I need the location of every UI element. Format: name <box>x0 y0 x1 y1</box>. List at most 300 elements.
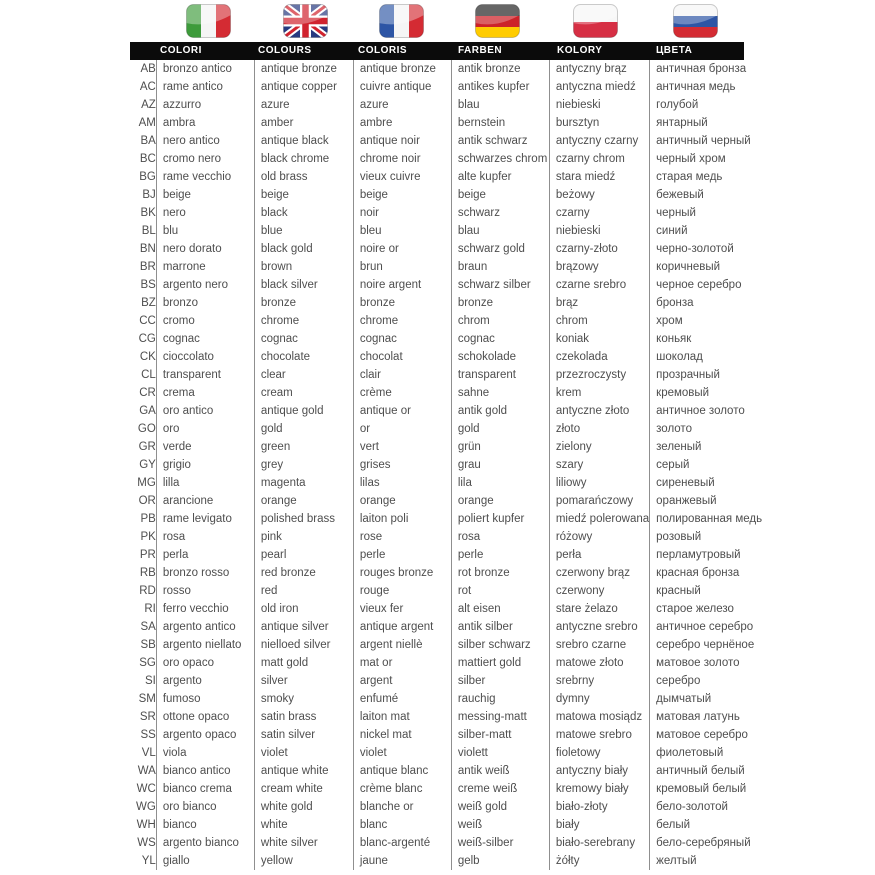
cell-kolory: stare żelazo <box>549 600 649 618</box>
color-table <box>130 60 768 870</box>
cell-farben: bernstein <box>451 114 549 132</box>
cell-farben: beige <box>451 186 549 204</box>
cell-coloris: chocolat <box>353 348 451 366</box>
cell-farben: messing-matt <box>451 708 549 726</box>
cell-colours: orange <box>254 492 353 510</box>
cell-colori: transparent <box>156 366 254 384</box>
cell-farben: gelb <box>451 852 549 870</box>
cell-colori: viola <box>156 744 254 762</box>
cell-colori: oro <box>156 420 254 438</box>
cell-cveta: янтарный <box>650 114 768 132</box>
cell-farben: rot <box>451 582 549 600</box>
cell-farben: antik silber <box>451 618 549 636</box>
cell-colori: cognac <box>156 330 254 348</box>
cell-farben: blau <box>451 222 549 240</box>
row-code: BA <box>140 135 156 147</box>
italy-flag-icon <box>186 4 231 38</box>
cell-coloris: cuivre antique <box>353 78 451 96</box>
cell-coloris: clair <box>353 366 451 384</box>
row-code: RD <box>139 585 156 597</box>
cell-farben: antik schwarz <box>451 132 549 150</box>
cell-coloris: lilas <box>353 474 451 492</box>
cell-kolory: koniak <box>549 330 649 348</box>
france-flag-icon <box>379 4 424 38</box>
cell-colours: black silver <box>254 276 353 294</box>
table-row <box>130 528 768 546</box>
cell-coloris: laiton mat <box>353 708 451 726</box>
row-code: MG <box>137 477 156 489</box>
cell-colours: pearl <box>254 546 353 564</box>
table-row <box>130 546 768 564</box>
cell-colours: red <box>254 582 353 600</box>
cell-coloris: orange <box>353 492 451 510</box>
cell-farben: schwarz silber <box>451 276 549 294</box>
cell-colours: brown <box>254 258 353 276</box>
table-row <box>130 834 768 852</box>
cell-colori: rame antico <box>156 78 254 96</box>
cell-colours: antique black <box>254 132 353 150</box>
cell-kolory: antyczne srebro <box>549 618 649 636</box>
row-code: PR <box>139 549 156 561</box>
cell-coloris: antique or <box>353 402 451 420</box>
cell-colori: crema <box>156 384 254 402</box>
row-code: SI <box>144 675 156 687</box>
cell-kolory: biało-złoty <box>549 798 649 816</box>
row-code: CL <box>141 369 156 381</box>
cell-cveta: серебро <box>650 672 768 690</box>
cell-kolory: czarny <box>549 204 649 222</box>
cell-colours: blue <box>254 222 353 240</box>
table-row <box>130 60 768 78</box>
row-code: AC <box>139 81 156 93</box>
cell-farben: antikes kupfer <box>451 78 549 96</box>
cell-cveta: античный черный <box>650 132 768 150</box>
cell-kolory: przezroczysty <box>549 366 649 384</box>
table-row <box>130 636 768 654</box>
cell-coloris: blanc-argenté <box>353 834 451 852</box>
cell-colori: bianco <box>156 816 254 834</box>
table-row <box>130 240 768 258</box>
cell-colours: smoky <box>254 690 353 708</box>
cell-kolory: stara miedź <box>549 168 649 186</box>
cell-kolory: niebieski <box>549 222 649 240</box>
cell-kolory: różowy <box>549 528 649 546</box>
cell-farben: lila <box>451 474 549 492</box>
cell-kolory: antyczne złoto <box>549 402 649 420</box>
cell-colours: antique bronze <box>254 60 353 78</box>
row-code: GR <box>138 441 156 453</box>
table-row <box>130 672 768 690</box>
cell-cveta: бело-серебряный <box>650 834 768 852</box>
table-row <box>130 726 768 744</box>
row-code: BN <box>139 243 156 255</box>
table-row <box>130 564 768 582</box>
cell-cveta: фиолетовый <box>650 744 768 762</box>
cell-colori: marrone <box>156 258 254 276</box>
cell-cveta: черное серебро <box>650 276 768 294</box>
row-code: CC <box>139 315 156 327</box>
cell-coloris: argent <box>353 672 451 690</box>
cell-cveta: старая медь <box>650 168 768 186</box>
cell-kolory: czekolada <box>549 348 649 366</box>
row-code: SB <box>140 639 156 651</box>
cell-colours: chocolate <box>254 348 353 366</box>
cell-farben: perle <box>451 546 549 564</box>
row-code: BR <box>139 261 156 273</box>
table-row <box>130 258 768 276</box>
cell-kolory: dymny <box>549 690 649 708</box>
cell-cveta: зеленый <box>650 438 768 456</box>
cell-coloris: noire or <box>353 240 451 258</box>
cell-coloris: azure <box>353 96 451 114</box>
cell-kolory: matowa mosiądz <box>549 708 649 726</box>
table-row <box>130 150 768 168</box>
cell-cveta: античная медь <box>650 78 768 96</box>
cell-farben: chrom <box>451 312 549 330</box>
row-code: BL <box>141 225 156 237</box>
poland-flag-icon <box>573 4 618 38</box>
cell-coloris: blanche or <box>353 798 451 816</box>
cell-kolory: pomarańczowy <box>549 492 649 510</box>
row-code: SG <box>139 657 156 669</box>
cell-farben: gold <box>451 420 549 438</box>
cell-colours: antique gold <box>254 402 353 420</box>
cell-farben: weiß <box>451 816 549 834</box>
cell-colori: nero antico <box>156 132 254 150</box>
cell-kolory: bursztyn <box>549 114 649 132</box>
cell-farben: grau <box>451 456 549 474</box>
cell-coloris: antique bronze <box>353 60 451 78</box>
row-code: GA <box>139 405 156 417</box>
cell-cveta: красный <box>650 582 768 600</box>
cell-coloris: nickel mat <box>353 726 451 744</box>
cell-colours: polished brass <box>254 510 353 528</box>
row-code: SA <box>140 621 156 633</box>
cell-colours: magenta <box>254 474 353 492</box>
cell-kolory: czerwony brąz <box>549 564 649 582</box>
cell-colours: bronze <box>254 294 353 312</box>
cell-cveta: серый <box>650 456 768 474</box>
row-code: WC <box>136 783 156 795</box>
table-row <box>130 780 768 798</box>
cell-colours: chrome <box>254 312 353 330</box>
cell-farben: mattiert gold <box>451 654 549 672</box>
row-code: VL <box>141 747 156 759</box>
cell-colours: cognac <box>254 330 353 348</box>
table-row <box>130 132 768 150</box>
cell-cveta: античная бронза <box>650 60 768 78</box>
cell-cveta: золото <box>650 420 768 438</box>
row-code: CK <box>139 351 156 363</box>
cell-coloris: ambre <box>353 114 451 132</box>
cell-farben: cognac <box>451 330 549 348</box>
row-code: SR <box>139 711 156 723</box>
cell-cveta: античное золото <box>650 402 768 420</box>
cell-farben: silber schwarz <box>451 636 549 654</box>
cell-cveta: белый <box>650 816 768 834</box>
cell-farben: violett <box>451 744 549 762</box>
cell-coloris: or <box>353 420 451 438</box>
cell-colours: red bronze <box>254 564 353 582</box>
table-row <box>130 294 768 312</box>
cell-colours: gold <box>254 420 353 438</box>
cell-farben: rosa <box>451 528 549 546</box>
cell-cveta: черно-золотой <box>650 240 768 258</box>
cell-coloris: blanc <box>353 816 451 834</box>
cell-kolory: biały <box>549 816 649 834</box>
uk-flag-icon <box>283 4 328 38</box>
row-code: PK <box>140 531 156 543</box>
cell-colori: argento opaco <box>156 726 254 744</box>
cell-colori: oro antico <box>156 402 254 420</box>
cell-cveta: матовая латунь <box>650 708 768 726</box>
cell-coloris: rose <box>353 528 451 546</box>
row-code: SM <box>138 693 156 705</box>
cell-colours: antique white <box>254 762 353 780</box>
cell-coloris: perle <box>353 546 451 564</box>
cell-cveta: бежевый <box>650 186 768 204</box>
cell-colori: argento niellato <box>156 636 254 654</box>
row-code: AM <box>138 117 156 129</box>
row-code: BK <box>140 207 156 219</box>
cell-kolory: antyczna miedź <box>549 78 649 96</box>
cell-coloris: antique noir <box>353 132 451 150</box>
cell-kolory: niebieski <box>549 96 649 114</box>
cell-farben: schwarz <box>451 204 549 222</box>
table-row <box>130 456 768 474</box>
cell-cveta: коричневый <box>650 258 768 276</box>
cell-colours: grey <box>254 456 353 474</box>
cell-cveta: черный хром <box>650 150 768 168</box>
table-row <box>130 168 768 186</box>
cell-kolory: beżowy <box>549 186 649 204</box>
table-row <box>130 582 768 600</box>
cell-colori: argento bianco <box>156 834 254 852</box>
cell-kolory: zielony <box>549 438 649 456</box>
cell-farben: creme weiß <box>451 780 549 798</box>
table-row <box>130 654 768 672</box>
cell-colori: cromo nero <box>156 150 254 168</box>
cell-colours: satin brass <box>254 708 353 726</box>
table-row <box>130 330 768 348</box>
cell-colours: green <box>254 438 353 456</box>
table-row <box>130 204 768 222</box>
cell-farben: antik gold <box>451 402 549 420</box>
cell-farben: silber-matt <box>451 726 549 744</box>
cell-farben: bronze <box>451 294 549 312</box>
cell-kolory: szary <box>549 456 649 474</box>
cell-colours: nielloed silver <box>254 636 353 654</box>
column-header-colori: COLORI <box>160 45 202 56</box>
cell-colours: white <box>254 816 353 834</box>
cell-kolory: brąz <box>549 294 649 312</box>
cell-kolory: biało-serebrany <box>549 834 649 852</box>
table-row <box>130 690 768 708</box>
cell-coloris: vieux fer <box>353 600 451 618</box>
cell-colori: bronzo <box>156 294 254 312</box>
cell-farben: braun <box>451 258 549 276</box>
cell-cveta: полированная медь <box>650 510 768 528</box>
table-row <box>130 492 768 510</box>
cell-coloris: laiton poli <box>353 510 451 528</box>
cell-kolory: krem <box>549 384 649 402</box>
cell-cveta: матовое золото <box>650 654 768 672</box>
cell-cveta: сиреневый <box>650 474 768 492</box>
cell-colours: cream white <box>254 780 353 798</box>
cell-kolory: czarny chrom <box>549 150 649 168</box>
column-header-cveta: ЦВЕТА <box>656 45 693 56</box>
cell-kolory: srebrny <box>549 672 649 690</box>
cell-farben: silber <box>451 672 549 690</box>
cell-kolory: antyczny brąz <box>549 60 649 78</box>
cell-colori: bronzo antico <box>156 60 254 78</box>
row-code: OR <box>138 495 156 507</box>
table-row <box>130 762 768 780</box>
cell-colori: cioccolato <box>156 348 254 366</box>
cell-kolory: żółty <box>549 852 649 870</box>
cell-coloris: chrome noir <box>353 150 451 168</box>
cell-coloris: crème <box>353 384 451 402</box>
row-code: WH <box>136 819 156 831</box>
cell-coloris: jaune <box>353 852 451 870</box>
cell-cveta: красная бронза <box>650 564 768 582</box>
cell-coloris: mat or <box>353 654 451 672</box>
cell-colours: amber <box>254 114 353 132</box>
cell-coloris: chrome <box>353 312 451 330</box>
cell-colori: ambra <box>156 114 254 132</box>
cell-farben: poliert kupfer <box>451 510 549 528</box>
row-code: AB <box>140 63 156 75</box>
row-code: BJ <box>142 189 156 201</box>
row-code: BC <box>139 153 156 165</box>
table-row <box>130 312 768 330</box>
cell-colori: ottone opaco <box>156 708 254 726</box>
table-row <box>130 744 768 762</box>
cell-cveta: кремовый белый <box>650 780 768 798</box>
cell-farben: rauchig <box>451 690 549 708</box>
row-code: CR <box>139 387 156 399</box>
cell-cveta: желтый <box>650 852 768 870</box>
cell-colours: white gold <box>254 798 353 816</box>
cell-colori: bronzo rosso <box>156 564 254 582</box>
cell-colours: cream <box>254 384 353 402</box>
cell-colori: rosa <box>156 528 254 546</box>
cell-cveta: коньяк <box>650 330 768 348</box>
row-code: BS <box>140 279 156 291</box>
cell-cveta: шоколад <box>650 348 768 366</box>
cell-colori: nero <box>156 204 254 222</box>
cell-colori: azzurro <box>156 96 254 114</box>
cell-farben: schokolade <box>451 348 549 366</box>
column-header-colours: COLOURS <box>258 45 312 56</box>
cell-coloris: noir <box>353 204 451 222</box>
cell-cveta: дымчатый <box>650 690 768 708</box>
cell-farben: antik bronze <box>451 60 549 78</box>
cell-cveta: античное серебро <box>650 618 768 636</box>
column-header-coloris: COLORIS <box>358 45 408 56</box>
cell-kolory: złoto <box>549 420 649 438</box>
cell-kolory: brązowy <box>549 258 649 276</box>
table-row <box>130 186 768 204</box>
cell-farben: weiß gold <box>451 798 549 816</box>
table-row <box>130 384 768 402</box>
row-code: WS <box>137 837 156 849</box>
table-row <box>130 798 768 816</box>
cell-colours: beige <box>254 186 353 204</box>
cell-coloris: antique blanc <box>353 762 451 780</box>
row-code: GY <box>139 459 156 471</box>
row-code: WA <box>137 765 156 777</box>
cell-colours: old iron <box>254 600 353 618</box>
cell-colours: yellow <box>254 852 353 870</box>
table-row <box>130 420 768 438</box>
cell-farben: antik weiß <box>451 762 549 780</box>
row-code: BZ <box>141 297 156 309</box>
cell-farben: transparent <box>451 366 549 384</box>
cell-coloris: bleu <box>353 222 451 240</box>
cell-kolory: liliowy <box>549 474 649 492</box>
cell-cveta: кремовый <box>650 384 768 402</box>
germany-flag-icon <box>475 4 520 38</box>
cell-colours: antique copper <box>254 78 353 96</box>
cell-colori: giallo <box>156 852 254 870</box>
cell-colori: perla <box>156 546 254 564</box>
cell-kolory: czarny-złoto <box>549 240 649 258</box>
cell-colori: oro opaco <box>156 654 254 672</box>
table-row <box>130 114 768 132</box>
cell-coloris: noire argent <box>353 276 451 294</box>
cell-coloris: argent niellè <box>353 636 451 654</box>
cell-kolory: czerwony <box>549 582 649 600</box>
cell-coloris: rouge <box>353 582 451 600</box>
table-row <box>130 348 768 366</box>
cell-kolory: perła <box>549 546 649 564</box>
cell-colori: beige <box>156 186 254 204</box>
cell-farben: alte kupfer <box>451 168 549 186</box>
cell-farben: grün <box>451 438 549 456</box>
table-row <box>130 438 768 456</box>
cell-cveta: серебро чернёное <box>650 636 768 654</box>
cell-coloris: enfumé <box>353 690 451 708</box>
color-table-body <box>130 60 768 870</box>
table-row <box>130 96 768 114</box>
cell-kolory: srebro czarne <box>549 636 649 654</box>
cell-colori: lilla <box>156 474 254 492</box>
table-row <box>130 474 768 492</box>
cell-kolory: matowe srebro <box>549 726 649 744</box>
cell-kolory: czarne srebro <box>549 276 649 294</box>
cell-cveta: перламутровый <box>650 546 768 564</box>
row-code: WG <box>136 801 156 813</box>
cell-colours: antique silver <box>254 618 353 636</box>
cell-colori: argento antico <box>156 618 254 636</box>
cell-colori: rosso <box>156 582 254 600</box>
cell-kolory: kremowy biały <box>549 780 649 798</box>
row-code: PB <box>140 513 156 525</box>
cell-colori: rame levigato <box>156 510 254 528</box>
cell-colours: black gold <box>254 240 353 258</box>
cell-cveta: черный <box>650 204 768 222</box>
cell-colours: clear <box>254 366 353 384</box>
cell-coloris: cognac <box>353 330 451 348</box>
cell-colori: arancione <box>156 492 254 510</box>
russia-flag-icon <box>673 4 718 38</box>
cell-colours: black chrome <box>254 150 353 168</box>
cell-coloris: bronze <box>353 294 451 312</box>
cell-colori: nero dorato <box>156 240 254 258</box>
cell-colori: bianco crema <box>156 780 254 798</box>
cell-cveta: бронза <box>650 294 768 312</box>
